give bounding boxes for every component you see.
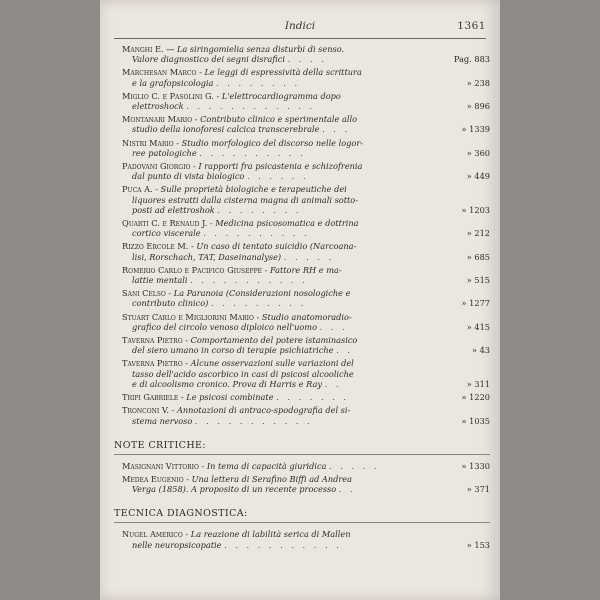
entry-page: » 360 [466, 147, 490, 158]
entry-title: - Un caso di tentato suicidio (Narcoana- [188, 241, 357, 252]
entry-title-cont: del siero umano in corso di terapie psichiatriche [132, 345, 334, 356]
entry-title: - Le psicosi combinate [178, 392, 274, 403]
entry-author: Taverna Pietro [122, 358, 183, 369]
entry-page: » 212 [466, 228, 490, 239]
entry-page: » 1220 [461, 392, 490, 403]
entry-title-cont: grafico del circolo venoso diploico nell'uomo [132, 321, 317, 332]
entry-author: Manghi E. [122, 44, 164, 54]
index-entry [122, 392, 490, 402]
entry-page: » 238 [466, 77, 490, 88]
entry-page: » 896 [466, 101, 490, 112]
leader-dots: . . . . . . . . . . [199, 147, 306, 158]
index-entry [122, 312, 490, 332]
entry-page: » 515 [466, 275, 490, 286]
entry-author: Stuart Carlo e Migliorini Mario [122, 311, 254, 322]
entry-author: Miglio C. e Pasolini G. [122, 90, 214, 101]
entry-page: » 1035 [461, 415, 490, 426]
index-entry [122, 184, 490, 215]
entry-author: Medea Eugenio [122, 473, 184, 484]
leader-dots: . . . . . . [246, 171, 309, 182]
entry-title: - In tema di capacità giuridica [198, 460, 327, 471]
index-content [114, 44, 490, 553]
leader-dots: . . . . . [329, 460, 380, 471]
section-heading: NOTE CRITICHE: [114, 440, 490, 455]
entry-title: — La siringomielia senza disturbi di senso. [163, 44, 345, 54]
page-number: 1361 [457, 20, 486, 32]
entry-title-cont: posti ad elettroshok [132, 204, 215, 215]
entry-author: Marchesan Marco [122, 67, 197, 78]
index-entry [122, 138, 490, 158]
running-title: Indici [284, 20, 316, 32]
index-entry [122, 161, 490, 181]
leader-dots: . . . . . . . . . . . [190, 275, 308, 286]
entry-page: » 371 [466, 484, 490, 495]
entry-author: Tripi Gabriele [122, 392, 179, 403]
leader-dots: . . . . . . . . . . . [194, 415, 313, 426]
entry-author: Rizzo Ercole M. [122, 241, 189, 252]
section-tecnica-diagnostica [114, 508, 490, 550]
entry-title-cont: e la grafopsicologia [132, 77, 214, 88]
leader-dots: . . [324, 378, 342, 389]
leader-dots: . . [338, 484, 356, 495]
index-entry [122, 241, 490, 261]
entry-author: Taverna Pietro [122, 335, 183, 346]
entry-author: Montanari Mario [122, 114, 193, 125]
index-entry [122, 44, 490, 64]
leader-dots: . . [336, 345, 353, 356]
entry-author: Tronconi V. [122, 405, 169, 416]
leader-dots: . . . . . . . . . . . [224, 539, 342, 550]
index-entry [122, 218, 490, 238]
entry-title-cont: e di alcoolismo cronico. Prova di Harris e Ray [132, 378, 322, 389]
entry-title-cont: liquores estratti dalla cisterna magna di animali sotto- [132, 194, 359, 205]
leader-dots: . . . . . . . . . . . . [186, 101, 316, 112]
entry-page: » 1339 [461, 124, 490, 135]
entry-title-cont: Verga (1858). A proposito di un recente processo [132, 484, 337, 495]
leader-dots: . . . . . . . . [216, 77, 301, 88]
leader-dots: . . . [319, 321, 348, 332]
leader-dots: . . . . [287, 54, 327, 65]
entry-title: - Sulle proprietà biologiche e terapeutiche dei [152, 184, 347, 195]
entry-author: Masignani Vittorio [122, 460, 199, 471]
entry-title: - Studio morfologico del discorso nelle logor- [173, 137, 364, 148]
leader-dots: . . . . . . . . [217, 204, 302, 215]
entry-title-cont: cortico viscerale [132, 228, 201, 239]
entry-title: - L'elettrocardiogramma dopo [213, 90, 341, 101]
entry-title: - Studio anatomoradio- [253, 311, 352, 322]
page-header [114, 16, 486, 39]
leader-dots: . . . . . . . [276, 392, 350, 403]
leader-dots: . . . . . [283, 251, 335, 262]
entry-page: » 311 [466, 378, 490, 389]
entry-author: Padovani Giorgio [122, 161, 191, 172]
leader-dots: . . . [322, 124, 351, 135]
entry-title-cont: lisi, Rorschach, TAT, Daseinanalyse) [132, 251, 282, 262]
entry-title-cont: dal punto di vista biologico [132, 171, 245, 182]
index-entry [122, 265, 490, 285]
index-entry [122, 474, 490, 494]
entry-page: » 415 [466, 321, 490, 332]
entry-page: » 1277 [461, 298, 490, 309]
entry-page: Pag. 883 [453, 54, 490, 65]
entry-page: » 1330 [461, 460, 490, 471]
entry-page: » 449 [466, 171, 490, 182]
index-entry [122, 358, 490, 389]
entry-title: - Le leggi di espressività della scrittura [196, 67, 362, 78]
index-entry [122, 461, 490, 471]
entry-author: Romerio Carlo e Pacifico Giuseppe [122, 264, 262, 275]
index-entry [122, 114, 490, 134]
index-entry [122, 67, 490, 87]
entry-title-cont: ree patologiche [132, 147, 197, 158]
entry-title-cont: studio della ionoforesi calcica transcerebrale [132, 124, 320, 135]
index-entry [122, 335, 490, 355]
entry-title: - La Paranoia (Considerazioni nosologiche e [165, 288, 351, 299]
index-entry [122, 529, 490, 549]
entry-title-cont: Valore diagnostico dei segni disrafici [132, 54, 285, 65]
leader-dots: . . . . . . . . . . [203, 228, 310, 239]
entry-title: - Una lettera di Serafino Biffi ad Andrea [183, 473, 352, 484]
entry-author: Quarti C. e Renaud J. [122, 218, 208, 229]
entry-page: » 685 [466, 251, 490, 262]
entry-title-cont: elettroshock [132, 101, 184, 112]
section-note-critiche [114, 439, 490, 495]
entry-title: - Fattore RH e ma- [261, 264, 342, 275]
entry-page: » 43 [471, 345, 490, 356]
index-entry [122, 288, 490, 308]
entry-title: - Contributo clinico e sperimentale allo [192, 114, 358, 125]
entry-author: Sani Celso [122, 288, 166, 299]
index-entry [122, 91, 490, 111]
leader-dots: . . . . . . . . . [210, 298, 307, 309]
index-list [122, 44, 490, 426]
entry-title: - Medicina psicosomatica e dottrina [207, 218, 359, 229]
entry-title: - Alcune osservazioni sulle variazioni del [182, 358, 354, 369]
entry-page: » 1203 [461, 204, 490, 215]
entry-page: » 153 [466, 539, 490, 550]
entry-title: - Annotazioni di antraco-spodografia del si- [168, 405, 351, 416]
entry-title-cont: lattie mentali [132, 275, 188, 286]
entry-title-cont: tasso dell'acido ascorbico in casi di psicosi alcooliche [132, 368, 354, 379]
entry-title: - I rapporti fra psicastenia e schizofrenia [190, 161, 363, 172]
entry-title: - La reazione di labilità serica di Mallen [182, 529, 351, 540]
section-heading: TECNICA DIAGNOSTICA: [114, 508, 490, 523]
entry-title: - Comportamento del potere istaminasico [182, 335, 358, 346]
entry-author: Nugel Americo [122, 529, 183, 540]
entry-author: Nistri Mario [122, 137, 174, 148]
entry-title-cont: stema nervoso [132, 415, 193, 426]
index-entry [122, 405, 490, 425]
entry-title-cont: nelle neuropsicopatie [132, 539, 222, 550]
entry-author: Puca A. [122, 184, 153, 195]
entry-title-cont: contributo clinico) [132, 298, 209, 309]
book-page [100, 0, 500, 600]
